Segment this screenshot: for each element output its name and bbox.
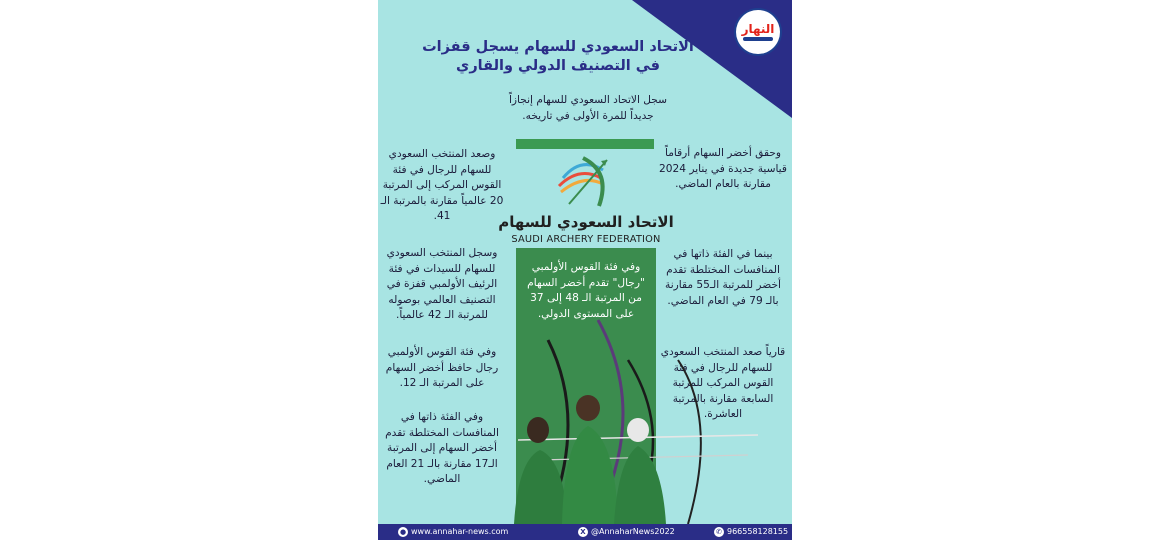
- headline-line-2: في التصنيف الدولي والقاري: [456, 58, 660, 74]
- fact-right-3: قارياً صعد المنتخب السعودي للسهام للرجال في فئة القوس المركب للمرتبة السابعة مقارنة بالمرتبة العاشرة.: [660, 346, 786, 420]
- archers-photo: [478, 300, 758, 524]
- footer-website[interactable]: [398, 524, 508, 540]
- logo-text: النهار: [741, 22, 775, 36]
- fact-left-1: وصعد المنتخب السعودي للسهام للرجال في فئة القوس المركب إلى المرتبة 20 عالمياً مقارنة بالمرتبة الـ 41.: [380, 148, 504, 222]
- center-fact: وفي فئة القوس الأولمبي "رجال" تقدم أخضر السهام من المرتبة الـ 48 إلى 37 على المستوى الدولي.: [527, 261, 645, 320]
- federation-name-arabic: الاتحاد السعودي للسهام: [498, 213, 674, 231]
- twitter-handle[interactable]: @AnnaharNews2022: [591, 527, 675, 536]
- fact-left-4: وفي الفئة ذاتها في المنافسات المختلطة تقدم أخضر السهام إلى المرتبة الـ17 مقارنة بالـ 21 العام الماضي.: [385, 411, 499, 485]
- x-twitter-icon: X: [578, 527, 588, 537]
- footer-whatsapp[interactable]: [714, 524, 788, 540]
- annahar-logo[interactable]: [736, 10, 780, 54]
- fact-right-1: وحقق أخضر السهام أرقاماً قياسية جديدة في يناير 2024 مقارنة بالعام الماضي.: [659, 147, 787, 190]
- logo-underline: [743, 37, 773, 41]
- headline: [398, 38, 718, 76]
- footer-twitter[interactable]: [578, 524, 675, 540]
- fact-left-2: وسجل المنتخب السعودي للسهام للسيدات في فئة الرئيف الأولمبي قفزة في التصنيف العالمي بوصوله للمرتبة الـ 42 عالمياً.: [386, 247, 498, 321]
- intro-text: سجل الاتحاد السعودي للسهام إنجازاً جديداً للمرة الأولى في تاريخه.: [508, 94, 667, 122]
- federation-name-english: SAUDI ARCHERY FEDERATION: [511, 234, 661, 245]
- website-link[interactable]: www.annahar-news.com: [411, 527, 509, 536]
- fact-right-2: بينما في الفئة ذاتها في المنافسات المختلطة تقدم أخضر للمرتبة الـ55 مقارنة بالـ 79 في العام الماضي.: [665, 248, 781, 307]
- green-divider: [516, 139, 654, 149]
- fact-left-3: وفي فئة القوس الأولمبي رجال حافظ أخضر السهام على المرتبة الـ 12.: [385, 346, 499, 389]
- whatsapp-icon: ✆: [714, 527, 724, 537]
- globe-icon: ●: [399, 528, 407, 536]
- headline-line-1: الاتحاد السعودي للسهام يسجل قفزات: [422, 39, 694, 55]
- whatsapp-number[interactable]: 966558128155: [727, 527, 789, 536]
- federation-emblem-icon: [553, 152, 619, 214]
- infographic-poster: [378, 0, 792, 540]
- footer-bar: [378, 524, 792, 540]
